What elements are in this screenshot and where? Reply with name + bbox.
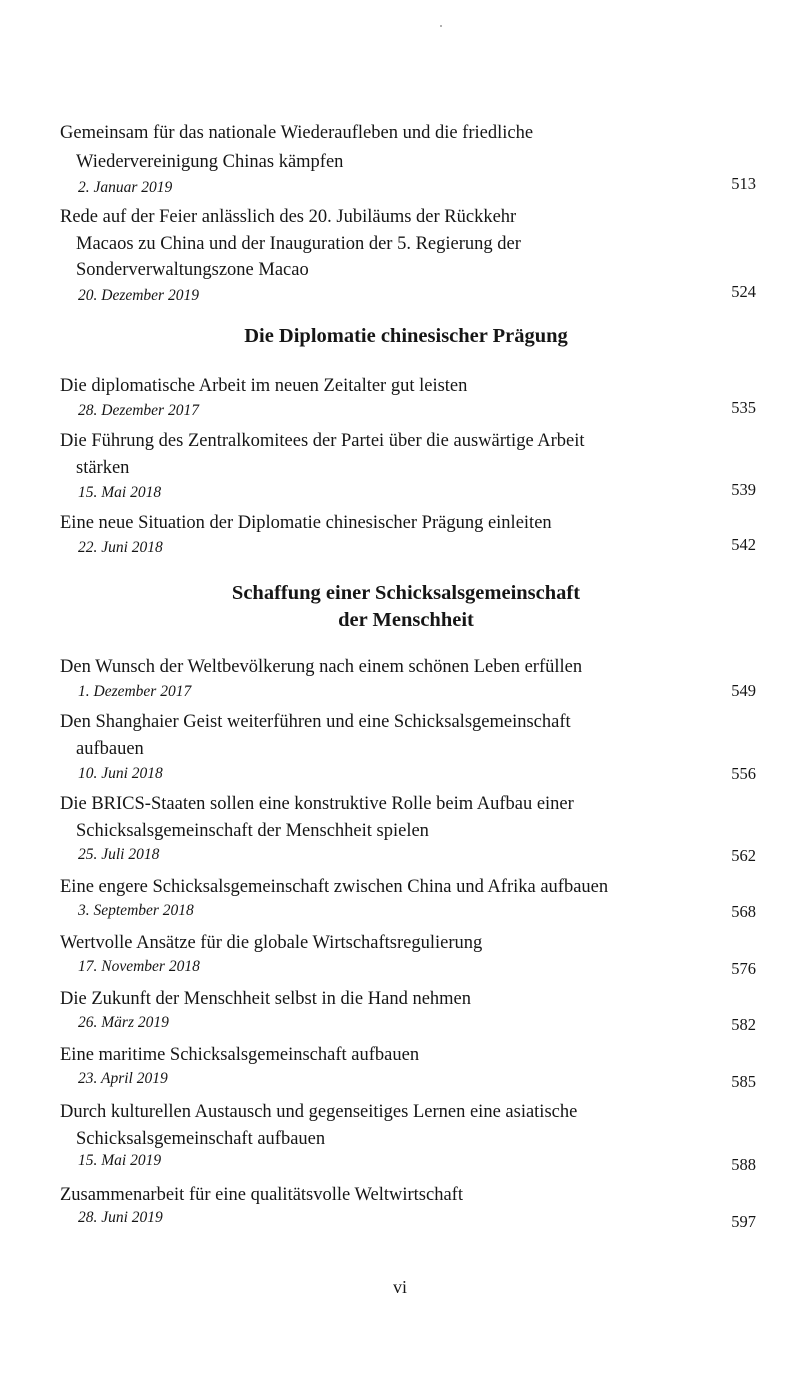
scan-speck bbox=[440, 25, 442, 27]
entry-page-number: 582 bbox=[731, 1015, 756, 1034]
entry-date: 15. Mai 2019 bbox=[78, 1152, 162, 1169]
entry-page-number: 597 bbox=[731, 1212, 756, 1231]
entry-date: 26. März 2019 bbox=[78, 1014, 169, 1031]
entry-title-line: Die diplomatische Arbeit im neuen Zeitalter gut leisten bbox=[60, 376, 468, 396]
entry-page-number: 549 bbox=[731, 681, 756, 700]
entry-title-line: Die Führung des Zentralkomitees der Partei über die auswärtige Arbeit bbox=[60, 431, 585, 451]
entry-date: 15. Mai 2018 bbox=[78, 484, 162, 501]
entry-title-line: stärken bbox=[76, 458, 130, 478]
entry-title-line: Sonderverwaltungszone Macao bbox=[76, 260, 309, 280]
entry-date: 17. November 2018 bbox=[78, 958, 200, 975]
entry-date: 1. Dezember 2017 bbox=[78, 683, 192, 700]
entry-title-line: Den Wunsch der Weltbevölkerung nach einem schönen Leben erfüllen bbox=[60, 657, 583, 677]
entry-date: 28. Dezember 2017 bbox=[78, 402, 199, 419]
entry-title-line: Wiedervereinigung Chinas kämpfen bbox=[76, 152, 344, 172]
section-heading: Schaffung einer Schicksalsgemeinschaft bbox=[231, 582, 581, 604]
entry-title-line: Macaos zu China und der Inauguration der 5. Regierung der bbox=[76, 234, 521, 254]
entry-page-number: 542 bbox=[731, 535, 756, 554]
entry-title-line: Schicksalsgemeinschaft aufbauen bbox=[76, 1129, 326, 1149]
entry-page-number: 568 bbox=[731, 902, 756, 921]
entry-page-number: 562 bbox=[731, 846, 756, 865]
entry-date: 3. September 2018 bbox=[78, 902, 194, 919]
entry-title-line: Eine maritime Schicksalsgemeinschaft aufbauen bbox=[60, 1045, 420, 1065]
entry-title-line: Eine engere Schicksalsgemeinschaft zwischen China und Afrika aufbauen bbox=[60, 877, 609, 897]
entry-title-line: Rede auf der Feier anlässlich des 20. Jubiläums der Rückkehr bbox=[60, 207, 517, 227]
entry-title-line: Zusammenarbeit für eine qualitätsvolle Weltwirtschaft bbox=[60, 1185, 463, 1205]
entry-date: 20. Dezember 2019 bbox=[78, 287, 199, 304]
entry-title-line: Durch kulturellen Austausch und gegenseitiges Lernen eine asiatische bbox=[60, 1102, 578, 1122]
entry-date: 28. Juni 2019 bbox=[78, 1209, 163, 1226]
entry-page-number: 588 bbox=[731, 1155, 756, 1174]
entry-date: 23. April 2019 bbox=[78, 1070, 168, 1087]
entry-title-line: aufbauen bbox=[76, 739, 144, 759]
entry-page-number: 524 bbox=[731, 282, 756, 301]
entry-title-line: Die Zukunft der Menschheit selbst in die Hand nehmen bbox=[60, 989, 472, 1009]
entry-date: 25. Juli 2018 bbox=[78, 846, 160, 863]
entry-date: 2. Januar 2019 bbox=[78, 179, 173, 196]
entry-title-line: Schicksalsgemeinschaft der Menschheit spielen bbox=[76, 821, 429, 841]
entry-title-line: Gemeinsam für das nationale Wiederaufleben und die friedliche bbox=[60, 123, 534, 143]
entry-title-line: Den Shanghaier Geist weiterführen und eine Schicksalsgemeinschaft bbox=[60, 712, 571, 732]
entry-page-number: 556 bbox=[731, 764, 756, 783]
entry-title-line: Wertvolle Ansätze für die globale Wirtschaftsregulierung bbox=[60, 933, 483, 953]
section-heading: Die Diplomatie chinesischer Prägung bbox=[244, 325, 568, 347]
entry-page-number: 585 bbox=[731, 1072, 756, 1091]
entry-page-number: 539 bbox=[731, 480, 756, 499]
entry-date: 22. Juni 2018 bbox=[78, 539, 163, 556]
section-heading: der Menschheit bbox=[338, 609, 474, 631]
entry-date: 10. Juni 2018 bbox=[78, 765, 163, 782]
entry-page-number: 576 bbox=[731, 959, 756, 978]
entry-title-line: Die BRICS-Staaten sollen eine konstruktive Rolle beim Aufbau einer bbox=[60, 794, 574, 814]
entry-title-line: Eine neue Situation der Diplomatie chinesischer Prägung einleiten bbox=[60, 513, 552, 533]
page-folio: vi bbox=[392, 1277, 407, 1297]
entry-page-number: 535 bbox=[731, 398, 756, 417]
entry-page-number: 513 bbox=[731, 174, 756, 193]
